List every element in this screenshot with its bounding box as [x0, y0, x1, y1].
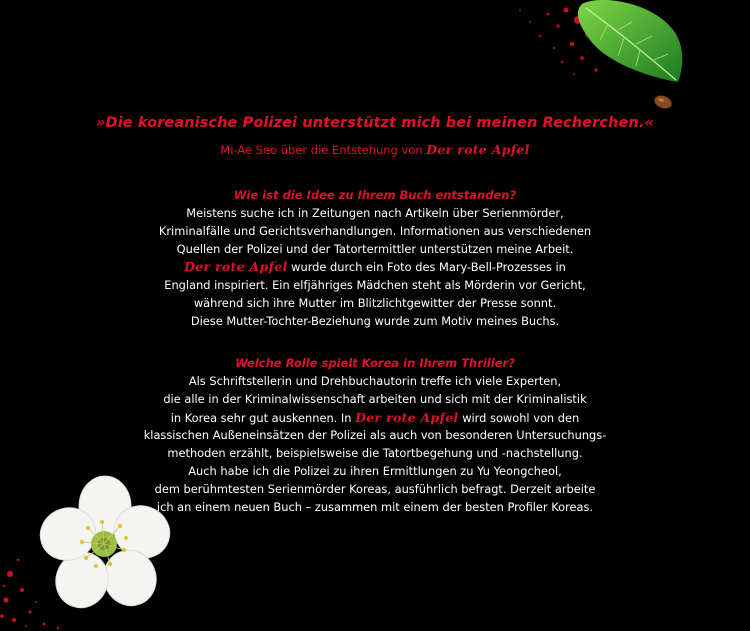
- answer-line: dem berühmtesten Serienmörder Koreas, ausführlich befragt. Derzeit arbeite: [154, 481, 596, 496]
- book-title: Der rote Apfel: [355, 409, 459, 425]
- answer-line: Meistens suche ich in Zeitungen nach Artikeln über Serienmörder,: [186, 206, 564, 220]
- answer-text: wurde durch ein Foto des Mary-Bell-Prozesses in: [287, 260, 566, 275]
- answer-line: während sich ihre Mutter im Blitzlichtgewitter der Presse sonnt.: [193, 295, 557, 310]
- pull-quote: »Die koreanische Polizei unterstützt mich bei meinen Recherchen.«: [96, 115, 654, 131]
- answer-line: Auch habe ich die Polizei zu ihren Ermittlungen zu Yu Yeongcheol,: [188, 463, 562, 478]
- answer-2: [0, 373, 750, 516]
- subline: [0, 142, 750, 157]
- answer-line: England inspiriert. Ein elfjähriges Mädchen steht als Mörderin vor Gericht,: [164, 278, 586, 293]
- answer-line: die alle in der Kriminalwissenschaft arbeiten und sich mit der Kriminalistik: [163, 391, 587, 406]
- question-2: Welche Rolle spielt Korea in Ihrem Thriller?: [235, 356, 515, 370]
- answer-text: in Korea sehr gut auskennen. In: [170, 410, 356, 425]
- green-leaf-icon: [560, 0, 690, 90]
- answer-line: methoden erzählt, beispielsweise die Tatortbegehung und -nachstellung.: [167, 446, 583, 461]
- answer-line: [0, 409, 750, 428]
- answer-line: Diese Mutter-Tochter-Beziehung wurde zum Motiv meines Buchs.: [190, 313, 560, 328]
- answer-line: Quellen der Polizei und der Tatortermittler unterstützen meine Arbeit.: [176, 241, 574, 256]
- book-title: Der rote Apfel: [184, 259, 288, 275]
- answer-line: klassischen Außeneinsätzen der Polizei als auch von besonderen Untersuchungs-: [143, 428, 607, 443]
- answer-line: [0, 258, 750, 277]
- answer-1: [0, 205, 750, 331]
- question-1: Wie ist die Idee zu Ihrem Buch entstanden?: [233, 188, 517, 202]
- answer-text: wird sowohl von den: [458, 410, 580, 425]
- answer-line: Kriminalfälle und Gerichtsverhandlungen. Informationen aus verschiedenen: [158, 223, 592, 238]
- answer-line: Als Schriftstellerin und Drehbuchautorin treffe ich viele Experten,: [188, 374, 562, 388]
- book-title: Der rote Apfel: [426, 142, 530, 157]
- answer-line: ich an einem neuen Buch – zusammen mit einem der besten Profiler Koreas.: [156, 499, 594, 514]
- apple-seed-icon: [650, 93, 676, 111]
- subline-text: Mi-Ae Seo über die Entstehung von: [220, 143, 423, 157]
